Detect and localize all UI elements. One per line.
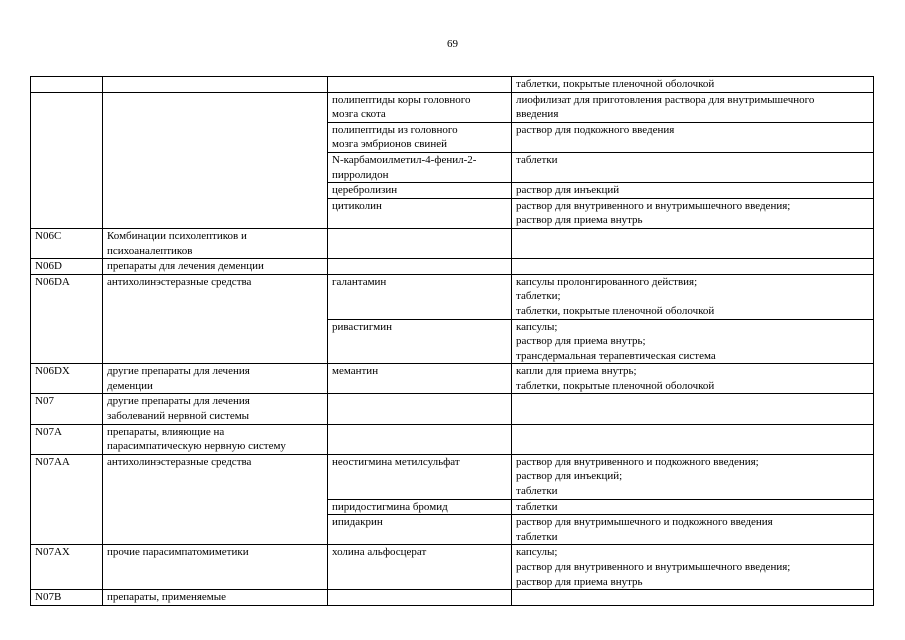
- cell-drug: [328, 545, 512, 590]
- cell-text-line: раствор для внутривенного и внутримышечного введения;: [516, 561, 791, 573]
- cell-text-line: церебролизин: [332, 184, 398, 197]
- cell-text-line: раствор для внутривенного и подкожного введения;: [516, 455, 759, 468]
- cell-name: [103, 394, 328, 424]
- cell-drug: [328, 515, 512, 545]
- cell-code: [31, 590, 103, 606]
- cell-form: [512, 274, 874, 319]
- cell-text-line: антихолинэстеразные средства: [107, 275, 252, 288]
- table-row: [31, 364, 874, 394]
- cell-text-line: N07B: [35, 591, 62, 604]
- cell-drug: [328, 92, 512, 122]
- table-row: [31, 228, 874, 258]
- cell-text-line: N06C: [35, 229, 62, 242]
- cell-name: [103, 454, 328, 545]
- page-number: 69: [447, 38, 458, 50]
- cell-text-line: мозга скота: [332, 108, 386, 121]
- table-row: [31, 424, 874, 454]
- cell-text-line: таблетки, покрытые пленочной оболочкой: [516, 304, 715, 317]
- cell-text-line: раствор для приема внутрь;: [516, 335, 646, 348]
- cell-text-line: таблетки: [516, 153, 558, 166]
- table-row: [31, 92, 874, 122]
- cell-form: [512, 198, 874, 228]
- cell-text-line: N07AX: [35, 546, 70, 559]
- cell-drug: [328, 198, 512, 228]
- cell-drug: [328, 77, 512, 93]
- cell-text-line: полипептиды из головного: [332, 123, 458, 136]
- drug-table: [30, 76, 874, 606]
- cell-drug: [328, 259, 512, 275]
- cell-text-line: N-карбамоилметил-4-фенил-2-: [332, 153, 477, 166]
- cell-text-line: парасимпатическую нервную систему: [107, 440, 286, 453]
- cell-drug: [328, 274, 512, 319]
- cell-text-line: N06DX: [35, 365, 70, 378]
- cell-text-line: неостигмина метилсульфат: [332, 455, 460, 468]
- cell-text-line: Комбинации психолептиков и: [107, 229, 247, 242]
- cell-text-line: N06D: [35, 260, 62, 273]
- cell-form: [512, 228, 874, 258]
- cell-text-line: трансдермальная терапевтическая система: [516, 349, 716, 362]
- cell-text-line: капсулы;: [516, 546, 558, 559]
- cell-text-line: N07AA: [35, 455, 70, 468]
- cell-code: [31, 274, 103, 364]
- cell-code: [31, 92, 103, 228]
- cell-text-line: мемантин: [332, 365, 379, 378]
- cell-drug: [328, 122, 512, 152]
- cell-name: [103, 424, 328, 454]
- cell-code: [31, 364, 103, 394]
- cell-drug: [328, 319, 512, 364]
- cell-form: [512, 77, 874, 93]
- cell-text-line: другие препараты для лечения: [107, 365, 250, 378]
- cell-text-line: ипидакрин: [332, 516, 383, 529]
- cell-text-line: лиофилизат для приготовления раствора для внутримышечного: [516, 93, 815, 106]
- cell-form: [512, 183, 874, 199]
- cell-text-line: раствор для инъекций: [516, 184, 620, 197]
- cell-name: [103, 545, 328, 590]
- cell-text-line: N07A: [35, 425, 62, 438]
- cell-text-line: таблетки: [516, 500, 558, 513]
- cell-text-line: мозга эмбрионов свиней: [332, 138, 447, 151]
- cell-text-line: введения: [516, 108, 559, 121]
- cell-name: [103, 92, 328, 228]
- table-row: [31, 545, 874, 590]
- cell-drug: [328, 499, 512, 515]
- table-row: [31, 274, 874, 319]
- cell-text-line: холина альфосцерат: [332, 546, 427, 559]
- cell-text-line: раствор для внутримышечного и подкожного введения: [516, 516, 773, 529]
- cell-form: [512, 499, 874, 515]
- cell-form: [512, 152, 874, 182]
- cell-name: [103, 77, 328, 93]
- cell-code: [31, 259, 103, 275]
- cell-text-line: таблетки, покрытые пленочной оболочкой: [516, 379, 715, 392]
- cell-name: [103, 228, 328, 258]
- table-row: [31, 77, 874, 93]
- cell-name: [103, 364, 328, 394]
- cell-name: [103, 259, 328, 275]
- cell-text-line: таблетки: [516, 530, 558, 543]
- cell-text-line: раствор для внутривенного и внутримышечного введения;: [516, 199, 791, 212]
- cell-text-line: полипептиды коры головного: [332, 93, 471, 106]
- cell-drug: [328, 152, 512, 182]
- cell-drug: [328, 394, 512, 424]
- cell-name: [103, 590, 328, 606]
- cell-text-line: таблетки;: [516, 290, 561, 303]
- cell-text-line: N06DA: [35, 275, 70, 288]
- cell-drug: [328, 364, 512, 394]
- table-row: [31, 394, 874, 424]
- cell-form: [512, 545, 874, 590]
- cell-text-line: таблетки, покрытые пленочной оболочкой: [516, 78, 715, 90]
- cell-text-line: капли для приема внутрь;: [516, 365, 637, 378]
- cell-form: [512, 394, 874, 424]
- cell-form: [512, 364, 874, 394]
- table-row: [31, 590, 874, 606]
- cell-text-line: капсулы пролонгированного действия;: [516, 275, 698, 288]
- cell-code: [31, 394, 103, 424]
- cell-text-line: раствор для приема внутрь: [516, 214, 643, 227]
- cell-drug: [328, 228, 512, 258]
- cell-text-line: пиридостигмина бромид: [332, 500, 448, 513]
- cell-text-line: антихолинэстеразные средства: [107, 455, 252, 468]
- cell-drug: [328, 590, 512, 606]
- cell-drug: [328, 454, 512, 499]
- cell-code: [31, 77, 103, 93]
- cell-form: [512, 424, 874, 454]
- cell-form: [512, 122, 874, 152]
- cell-text-line: таблетки: [516, 485, 558, 498]
- cell-form: [512, 454, 874, 499]
- cell-text-line: раствор для подкожного введения: [516, 123, 675, 136]
- cell-text-line: препараты, применяемые: [107, 591, 227, 604]
- cell-text-line: другие препараты для лечения: [107, 395, 250, 408]
- cell-code: [31, 454, 103, 545]
- cell-text-line: пирролидон: [332, 168, 389, 181]
- cell-form: [512, 259, 874, 275]
- cell-drug: [328, 424, 512, 454]
- cell-code: [31, 424, 103, 454]
- table-row: [31, 259, 874, 275]
- drug-table-body: [31, 77, 874, 606]
- cell-text-line: препараты, влияющие на: [107, 425, 225, 438]
- cell-text-line: психоаналептиков: [107, 244, 193, 257]
- cell-text-line: капсулы;: [516, 320, 558, 333]
- cell-text-line: прочие парасимпатомиметики: [107, 546, 249, 559]
- cell-text-line: раствор для приема внутрь: [516, 575, 643, 588]
- cell-name: [103, 274, 328, 364]
- cell-code: [31, 228, 103, 258]
- cell-form: [512, 92, 874, 122]
- cell-code: [31, 545, 103, 590]
- cell-text-line: деменции: [107, 379, 153, 392]
- table-row: [31, 454, 874, 499]
- cell-text-line: ривастигмин: [332, 320, 392, 333]
- cell-text-line: N07: [35, 395, 54, 408]
- cell-text-line: галантамин: [332, 275, 387, 288]
- cell-form: [512, 515, 874, 545]
- cell-text-line: препараты для лечения деменции: [107, 260, 264, 273]
- cell-drug: [328, 183, 512, 199]
- cell-text-line: цитиколин: [332, 199, 382, 212]
- cell-text-line: раствор для инъекций;: [516, 470, 623, 483]
- cell-form: [512, 590, 874, 606]
- cell-form: [512, 319, 874, 364]
- cell-text-line: заболеваний нервной системы: [107, 410, 250, 423]
